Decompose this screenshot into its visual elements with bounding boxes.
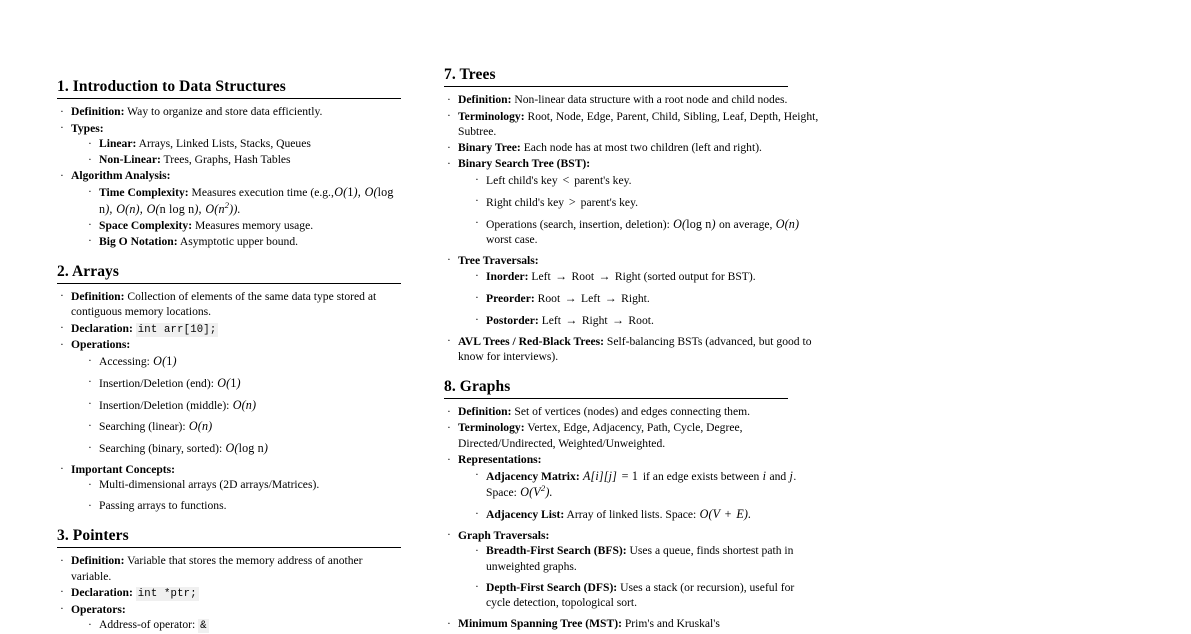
right-arrow-icon: → xyxy=(604,291,617,306)
list-item xyxy=(475,543,820,574)
bullet-icon: · xyxy=(60,104,64,118)
list-item xyxy=(447,253,820,329)
section-graphs xyxy=(444,378,820,632)
list-item xyxy=(60,602,400,634)
right-arrow-icon: → xyxy=(612,313,625,328)
item-text: Self-balancing BSTs (advanced, but good to know for interviews). xyxy=(458,334,812,364)
math-greater-than: > xyxy=(568,194,576,209)
item-text: Right child's key xyxy=(486,195,565,209)
list-item xyxy=(60,462,400,514)
right-arrow-icon: → xyxy=(565,313,578,328)
code-snippet: int *ptr; xyxy=(137,587,197,600)
list-item xyxy=(60,121,400,168)
item-term: Adjacency Matrix: xyxy=(486,469,580,483)
item-term: Inorder: xyxy=(486,270,529,284)
bullet-list-level1 xyxy=(447,92,820,365)
bullet-icon: · xyxy=(88,477,92,491)
bullet-icon: · xyxy=(60,553,64,567)
item-text-mid: Root xyxy=(571,270,595,284)
item-text: Passing arrays to functions. xyxy=(99,499,227,513)
list-item xyxy=(447,334,820,365)
bullet-list-level2 xyxy=(88,184,400,250)
bullet-icon: · xyxy=(60,585,64,599)
item-text: Root xyxy=(537,292,561,306)
math-big-o-logn: O(log n), xyxy=(99,185,394,216)
list-item xyxy=(475,580,820,611)
list-item xyxy=(475,268,820,285)
list-item xyxy=(475,290,820,307)
item-text-tail: Root. xyxy=(628,314,654,328)
math-big-o-nlogn: O(n log n), xyxy=(146,201,202,216)
bullet-icon: · xyxy=(60,462,64,476)
item-text: Each node has at most two children (left and right). xyxy=(523,141,762,155)
bullet-icon: · xyxy=(60,337,64,351)
list-item xyxy=(475,468,820,501)
item-term: Algorithm Analysis: xyxy=(71,169,171,183)
item-text: Trees, Graphs, Hash Tables xyxy=(163,153,291,167)
bullet-icon: · xyxy=(447,140,451,154)
bullet-icon: · xyxy=(60,168,64,182)
bullet-icon: · xyxy=(475,506,479,520)
bullet-icon: · xyxy=(475,172,479,186)
item-text: Measures execution time (e.g., xyxy=(191,186,334,200)
list-item xyxy=(60,289,400,320)
right-arrow-icon: → xyxy=(598,269,611,284)
bullet-icon: · xyxy=(475,580,479,594)
list-item xyxy=(88,397,400,414)
bullet-icon: · xyxy=(88,152,92,166)
list-item xyxy=(88,477,400,493)
item-term: Breadth-First Search (BFS): xyxy=(486,544,627,558)
item-text-tail: Right (sorted output for BST). xyxy=(614,270,756,284)
bullet-icon: · xyxy=(475,216,479,230)
list-item xyxy=(447,156,820,247)
item-term: Definition: xyxy=(71,554,125,568)
list-item xyxy=(60,104,400,120)
bullet-icon: · xyxy=(88,184,92,198)
item-text-tail: Right. xyxy=(621,292,650,306)
item-text: Left xyxy=(541,314,562,328)
list-item xyxy=(88,234,400,250)
list-item xyxy=(447,528,820,611)
item-term: Declaration: xyxy=(71,585,133,599)
bullet-icon: · xyxy=(88,218,92,232)
item-text: Searching (linear): xyxy=(99,420,186,434)
bullet-list-level2 xyxy=(88,617,400,633)
list-item xyxy=(475,216,820,248)
math-big-o-n: O(n), xyxy=(116,201,143,216)
math-big-o-1: O(1), xyxy=(334,185,361,200)
item-text-tail: worst case. xyxy=(486,233,538,247)
list-item xyxy=(475,172,820,189)
item-term: Non-Linear: xyxy=(99,153,161,167)
item-text-tail: parent's key. xyxy=(574,174,632,188)
math-big-o-logn: O(log n) xyxy=(673,216,716,231)
bullet-icon: · xyxy=(60,602,64,616)
item-term: Binary Search Tree (BST): xyxy=(458,157,591,171)
bullet-list-level2 xyxy=(88,477,400,513)
list-item xyxy=(88,136,400,152)
bullet-icon: · xyxy=(88,397,92,411)
list-item xyxy=(447,420,820,451)
list-item xyxy=(447,92,820,108)
item-text: Insertion/Deletion (end): xyxy=(99,376,214,390)
list-item xyxy=(88,184,400,217)
bullet-icon: · xyxy=(475,312,479,326)
right-arrow-icon: → xyxy=(555,269,568,284)
item-term: Definition: xyxy=(71,289,125,303)
bullet-icon: · xyxy=(447,420,451,434)
bullet-icon: · xyxy=(88,418,92,432)
section-pointers xyxy=(57,527,400,634)
right-arrow-icon: → xyxy=(564,291,577,306)
list-item-clipped xyxy=(447,616,820,632)
item-text: Measures memory usage. xyxy=(194,218,314,232)
item-text: Asymptotic upper bound. xyxy=(179,234,299,248)
section-rule xyxy=(57,283,401,284)
item-text: Operations (search, insertion, deletion): xyxy=(486,217,670,231)
bullet-icon: · xyxy=(475,290,479,304)
section-heading: 2. Arrays xyxy=(57,262,120,280)
item-text-mid: and xyxy=(769,469,787,483)
list-item xyxy=(88,353,400,370)
item-text: Searching (binary, sorted): xyxy=(99,442,223,456)
item-term: Space Complexity: xyxy=(99,218,193,232)
list-item xyxy=(447,109,820,140)
item-term: Minimum Spanning Tree (MST): xyxy=(458,617,622,631)
list-item xyxy=(475,506,820,523)
list-item xyxy=(447,452,820,523)
section-heading: 8. Graphs xyxy=(444,377,511,395)
item-text-mid: on average, xyxy=(718,217,773,231)
item-term: Definition: xyxy=(458,93,512,107)
item-term: Tree Traversals: xyxy=(458,253,539,267)
bullet-icon: · xyxy=(88,617,92,631)
math-less-than: < xyxy=(562,173,570,188)
item-term: Time Complexity: xyxy=(99,186,189,200)
list-item xyxy=(60,337,400,456)
code-snippet: & xyxy=(200,620,207,633)
list-item xyxy=(475,194,820,211)
item-term: Depth-First Search (DFS): xyxy=(486,580,618,594)
bullet-icon: · xyxy=(475,194,479,208)
item-term: Representations: xyxy=(458,453,542,467)
right-margin-whitespace xyxy=(840,0,1191,626)
item-term: Types: xyxy=(71,121,104,135)
bullet-icon: · xyxy=(447,616,451,630)
bullet-list-level2 xyxy=(475,172,820,248)
item-term: Linear: xyxy=(99,137,137,151)
item-term: Operators: xyxy=(71,602,126,616)
item-text: Insertion/Deletion (middle): xyxy=(99,398,230,412)
math-big-o-n: O(n) xyxy=(232,397,257,412)
list-item xyxy=(88,498,400,514)
bullet-icon: · xyxy=(475,268,479,282)
item-term: Graph Traversals: xyxy=(458,528,550,542)
item-text: Variable that stores the memory address of another variable. xyxy=(71,554,363,583)
math-adjacency-entry: A[i][j] = 1 xyxy=(582,468,639,483)
bullet-icon: · xyxy=(60,321,64,335)
item-term: AVL Trees / Red-Black Trees: xyxy=(458,334,604,348)
list-item xyxy=(447,404,820,420)
item-text: Set of vertices (nodes) and edges connecting them. xyxy=(514,405,751,419)
section-heading: 3. Pointers xyxy=(57,526,129,544)
item-term: Binary Tree: xyxy=(458,141,521,155)
list-item xyxy=(60,168,400,249)
item-text: Non-linear data structure with a root node and child nodes. xyxy=(514,93,788,107)
section-rule xyxy=(444,398,788,399)
list-item xyxy=(88,440,400,457)
bullet-icon: · xyxy=(447,528,451,542)
bullet-icon: · xyxy=(447,253,451,267)
section-rule xyxy=(57,98,401,99)
list-item xyxy=(60,553,400,584)
bullet-icon: · xyxy=(88,375,92,389)
bullet-icon: · xyxy=(60,121,64,135)
section-introduction-to-data-structures xyxy=(57,78,400,250)
item-text: Root, Node, Edge, Parent, Child, Sibling, Leaf, Depth, Height, Subtree. xyxy=(458,109,819,139)
bullet-icon: · xyxy=(475,543,479,557)
math-big-o-1: O(1) xyxy=(217,375,241,390)
list-item xyxy=(60,585,400,601)
bullet-icon: · xyxy=(88,353,92,367)
item-term: Definition: xyxy=(71,105,125,119)
math-big-o-n2: $O(n^2)$). xyxy=(205,199,241,216)
item-text: Arrays, Linked Lists, Stacks, Queues xyxy=(138,137,311,151)
item-text-mid: Right xyxy=(581,314,608,328)
item-term: Big O Notation: xyxy=(99,234,178,248)
bullet-icon: · xyxy=(447,334,451,348)
bullet-icon: · xyxy=(447,452,451,466)
list-item xyxy=(60,321,400,337)
math-big-o-n: O(n) xyxy=(188,419,213,434)
list-item xyxy=(475,312,820,329)
section-heading: 7. Trees xyxy=(444,66,496,83)
bullet-icon: · xyxy=(447,109,451,123)
item-term: Definition: xyxy=(458,405,512,419)
item-text: Way to organize and store data efficiently. xyxy=(127,105,323,119)
item-text: Array of linked lists. Space: xyxy=(566,508,697,522)
bullet-list-level1 xyxy=(60,553,400,633)
item-text-mid: Left xyxy=(581,292,601,306)
list-item xyxy=(88,375,400,392)
list-item xyxy=(88,152,400,168)
section-rule xyxy=(444,86,788,87)
section-trees xyxy=(444,66,820,365)
bullet-icon: · xyxy=(447,92,451,106)
bullet-list-level2 xyxy=(475,543,820,611)
bullet-icon: · xyxy=(88,498,92,512)
item-text: Uses a queue, finds shortest path in unweighted graphs. xyxy=(486,544,794,574)
item-term: Operations: xyxy=(71,338,131,352)
item-text: Left child's key xyxy=(486,174,558,188)
bullet-list-level1 xyxy=(60,289,400,514)
section-rule xyxy=(57,547,401,548)
item-text: Prim's and Kruskal's xyxy=(624,617,720,631)
item-text-tail: parent's key. xyxy=(580,195,639,209)
bullet-list-level2 xyxy=(88,136,400,168)
right-column xyxy=(420,0,840,631)
item-text: if an edge exists between xyxy=(642,469,760,483)
math-index-j: j xyxy=(789,468,794,483)
bullet-icon: · xyxy=(475,468,479,482)
math-big-o-v-plus-e: O(V + E). xyxy=(699,507,752,522)
item-text: Accessing: xyxy=(99,355,150,369)
item-term: Adjacency List: xyxy=(486,508,565,522)
bullet-icon: · xyxy=(88,440,92,454)
bullet-list-level2 xyxy=(475,268,820,328)
bullet-list-level2 xyxy=(88,353,400,457)
math-big-o-1: O(1) xyxy=(153,354,177,369)
item-term: Terminology: xyxy=(458,109,525,123)
item-term: Terminology: xyxy=(458,421,525,435)
item-text: Left xyxy=(531,270,551,284)
item-text-tail: . Space: xyxy=(486,469,797,500)
list-item xyxy=(88,418,400,435)
list-item xyxy=(447,140,820,156)
item-term: Postorder: xyxy=(486,314,539,328)
item-term: Declaration: xyxy=(71,321,133,335)
item-text: Vertex, Edge, Adjacency, Path, Cycle, Degree, Directed/Undirected, Weighted/Unweighted. xyxy=(458,421,743,451)
bullet-icon: · xyxy=(60,289,64,303)
code-snippet: int arr[10]; xyxy=(137,323,217,336)
math-big-o-v2: $O(V^2)$. xyxy=(520,483,553,500)
list-item xyxy=(88,617,400,633)
item-text: Multi-dimensional arrays (2D arrays/Matrices). xyxy=(99,478,320,492)
math-big-o-n: O(n) xyxy=(775,216,800,231)
section-heading: 1. Introduction to Data Structures xyxy=(57,78,286,95)
section-arrays xyxy=(57,263,400,514)
left-column xyxy=(0,0,420,633)
item-text: Uses a stack (or recursion), useful for cycle detection, topological sort. xyxy=(486,580,795,610)
item-text: Address-of operator: xyxy=(99,618,196,632)
math-index-i: i xyxy=(762,468,767,483)
item-term: Important Concepts: xyxy=(71,462,176,476)
bullet-list-level2 xyxy=(475,468,820,523)
bullet-list-level1 xyxy=(60,104,400,249)
bullet-icon: · xyxy=(447,156,451,170)
list-item xyxy=(88,218,400,234)
bullet-icon: · xyxy=(88,234,92,248)
item-text: Collection of elements of the same data type stored at contiguous memory locations. xyxy=(71,289,377,319)
item-term: Preorder: xyxy=(486,292,535,306)
bullet-list-level1 xyxy=(447,404,820,631)
math-big-o-logn: O(log n) xyxy=(225,441,269,456)
bullet-icon: · xyxy=(447,404,451,418)
bullet-icon: · xyxy=(88,136,92,150)
